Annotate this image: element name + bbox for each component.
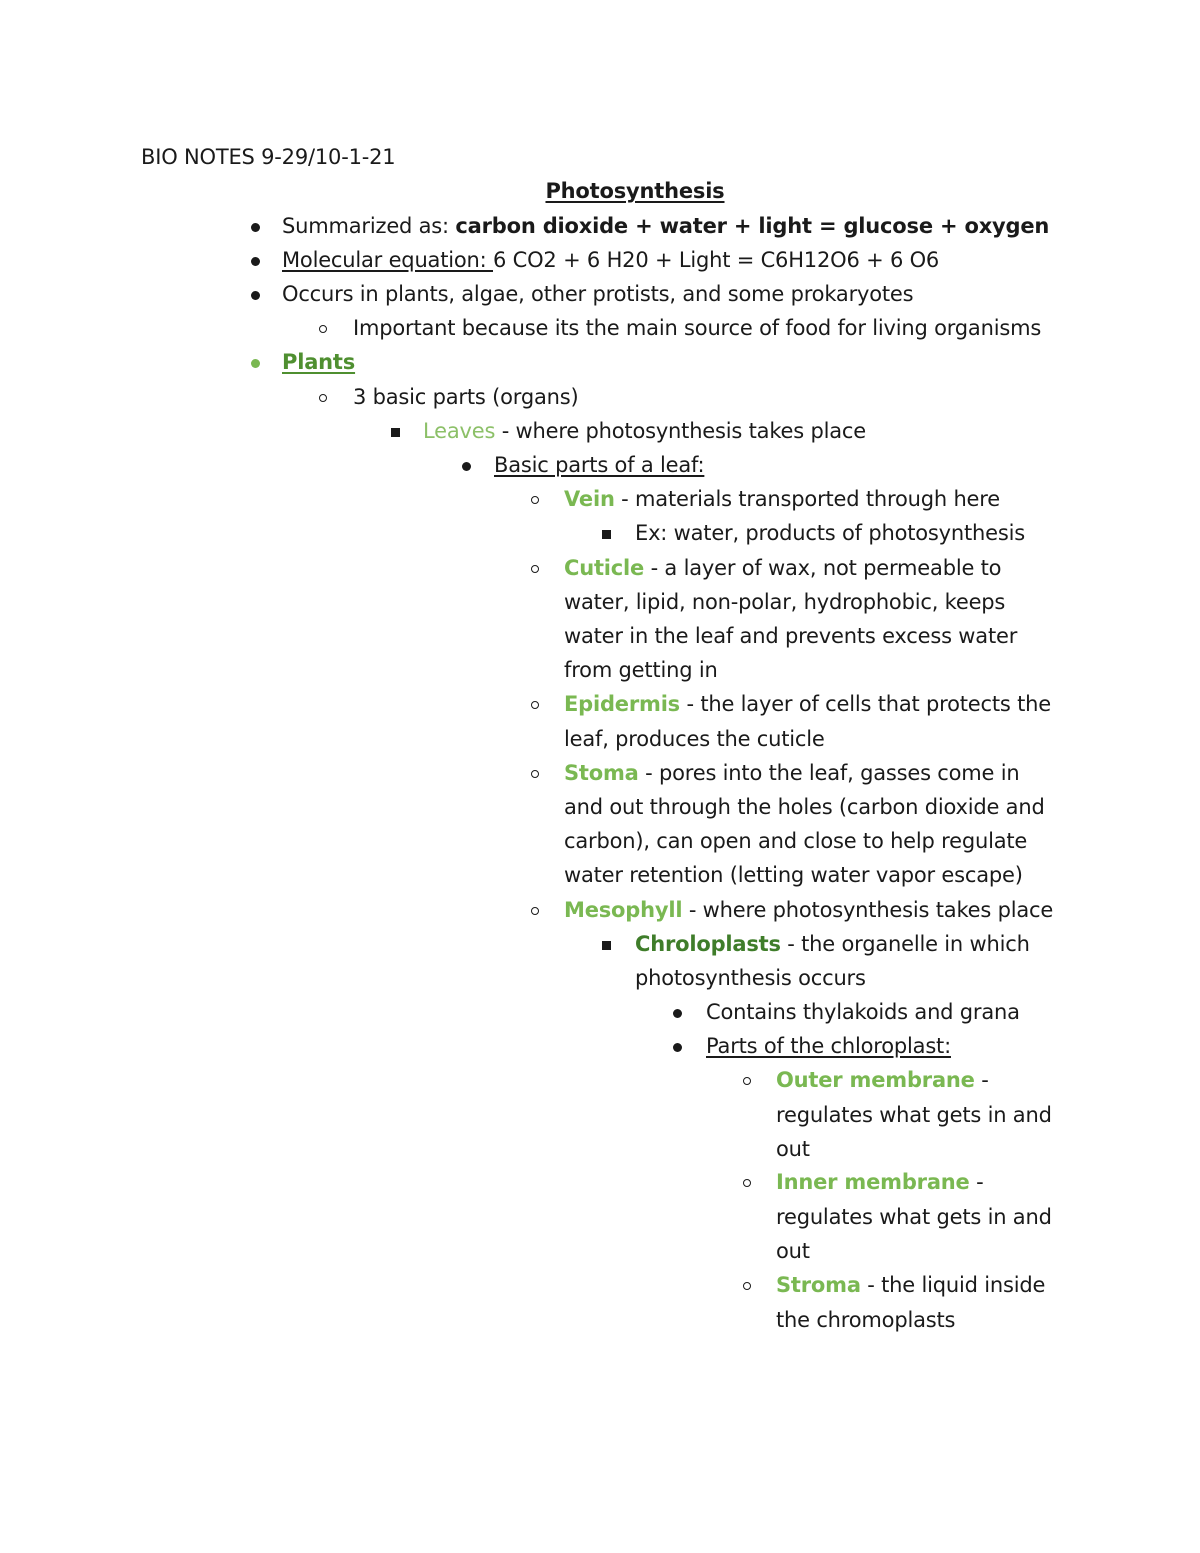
outer-membrane-cont: regulates what gets in and	[776, 1103, 1052, 1127]
molecular-line	[282, 243, 939, 277]
mesophyll-line	[564, 893, 1053, 927]
bullet-circle-icon	[319, 325, 327, 333]
chloroplasts-desc: - the organelle in which	[780, 932, 1030, 956]
vein-desc: - materials transported through here	[614, 487, 1000, 511]
leaf-parts-heading: Basic parts of a leaf:	[494, 453, 705, 477]
doc-heading: Photosynthesis	[545, 179, 725, 203]
chloroplasts-line	[635, 927, 1030, 961]
doc-title: BIO NOTES 9-29/10-1-21	[141, 145, 396, 169]
epidermis-line	[564, 687, 1051, 721]
epidermis-cont: leaf, produces the cuticle	[564, 727, 825, 751]
molecular-label: Molecular equation:	[282, 248, 493, 272]
outer-membrane-term: Outer membrane	[776, 1068, 975, 1092]
cuticle-term: Cuticle	[564, 556, 645, 580]
bullet-dot-icon	[251, 359, 260, 368]
plants-heading: Plants	[282, 350, 356, 374]
stoma-cont: carbon), can open and close to help regulate	[564, 829, 1028, 853]
bullet-circle-icon	[743, 1282, 751, 1290]
leaves-line	[423, 414, 866, 448]
bullet-circle-icon	[319, 394, 327, 402]
bullet-square-icon	[602, 941, 611, 950]
vein-line	[564, 482, 1000, 516]
cuticle-cont: water in the leaf and prevents excess water	[564, 624, 1018, 648]
bullet-dot-icon	[673, 1043, 682, 1052]
summary-label: Summarized as:	[282, 214, 456, 238]
chloroplasts-term: Chroloplasts	[635, 932, 781, 956]
vein-term: Vein	[564, 487, 615, 511]
stroma-desc: - the liquid inside	[860, 1273, 1046, 1297]
stroma-line	[776, 1268, 1045, 1302]
mesophyll-desc: - where photosynthesis takes place	[682, 898, 1054, 922]
molecular-equation: 6 CO2 + 6 H20 + Light = C6H12O6 + 6 O6	[493, 248, 940, 272]
cuticle-line	[564, 551, 1001, 585]
bullet-dot-icon	[251, 223, 260, 232]
epidermis-desc: - the layer of cells that protects the	[680, 692, 1051, 716]
stoma-desc: - pores into the leaf, gasses come in	[638, 761, 1020, 785]
bullet-circle-icon	[531, 565, 539, 573]
cuticle-cont: water, lipid, non-polar, hydrophobic, keeps	[564, 590, 1006, 614]
bullet-dot-icon	[462, 462, 471, 471]
bullet-circle-icon	[531, 770, 539, 778]
stoma-cont: water retention (letting water vapor escape)	[564, 863, 1023, 887]
stoma-term: Stoma	[564, 761, 639, 785]
epidermis-term: Epidermis	[564, 692, 680, 716]
stroma-term: Stroma	[776, 1273, 861, 1297]
cuticle-cont: from getting in	[564, 658, 718, 682]
stoma-cont: and out through the holes (carbon dioxide and	[564, 795, 1045, 819]
contains-line: Contains thylakoids and grana	[706, 1000, 1020, 1024]
stoma-line	[564, 756, 1020, 790]
summary-formula: carbon dioxide + water + light = glucose + oxygen	[455, 214, 1050, 238]
stroma-cont: the chromoplasts	[776, 1308, 956, 1332]
cuticle-desc: - a layer of wax, not permeable to	[644, 556, 1002, 580]
outer-membrane-desc: -	[974, 1068, 989, 1092]
chloroplasts-cont: photosynthesis occurs	[635, 966, 866, 990]
mesophyll-term: Mesophyll	[564, 898, 683, 922]
inner-membrane-term: Inner membrane	[776, 1170, 970, 1194]
chloroplast-parts-heading: Parts of the chloroplast:	[706, 1034, 951, 1058]
bullet-circle-icon	[531, 496, 539, 504]
bullet-circle-icon	[531, 907, 539, 915]
outer-membrane-cont: out	[776, 1137, 810, 1161]
outer-membrane-line	[776, 1063, 989, 1097]
important-line: Important because its the main source of food for living organisms	[353, 316, 1042, 340]
bullet-circle-icon	[743, 1077, 751, 1085]
basic-parts-line: 3 basic parts (organs)	[353, 385, 579, 409]
bullet-dot-icon	[251, 257, 260, 266]
inner-membrane-cont: out	[776, 1239, 810, 1263]
inner-membrane-desc: -	[969, 1170, 984, 1194]
leaves-desc: - where photosynthesis takes place	[495, 419, 866, 443]
vein-example: Ex: water, products of photosynthesis	[635, 521, 1025, 545]
bullet-circle-icon	[531, 701, 539, 709]
bullet-square-icon	[391, 428, 400, 437]
bullet-dot-icon	[673, 1009, 682, 1018]
bullet-square-icon	[602, 530, 611, 539]
summary-line	[282, 209, 1049, 243]
bullet-circle-icon	[743, 1179, 751, 1187]
occurs-line: Occurs in plants, algae, other protists, and some prokaryotes	[282, 282, 914, 306]
inner-membrane-cont: regulates what gets in and	[776, 1205, 1052, 1229]
inner-membrane-line	[776, 1165, 983, 1199]
bullet-dot-icon	[251, 291, 260, 300]
leaves-term: Leaves	[423, 419, 496, 443]
